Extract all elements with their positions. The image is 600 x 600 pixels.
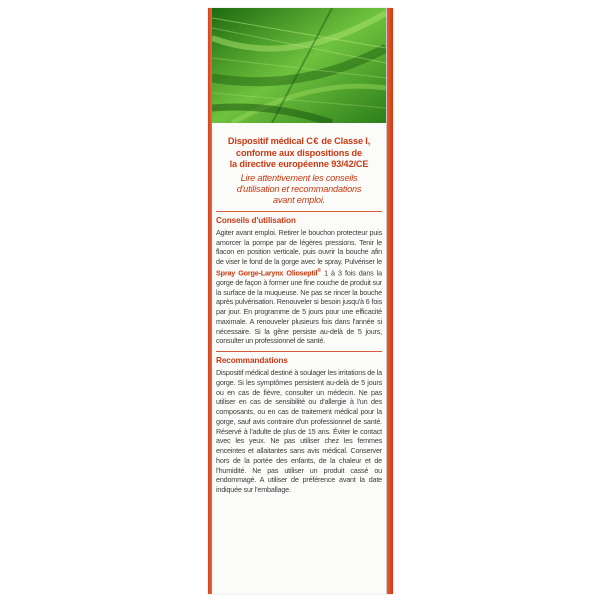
section-divider <box>216 211 382 212</box>
instructions-intro <box>216 173 382 206</box>
title-line1-end: de Classe I, <box>321 136 371 146</box>
box-right-edge <box>387 8 393 594</box>
section-title-conseils: Conseils d'utilisation <box>216 215 296 225</box>
ce-mark: C€ <box>306 136 319 146</box>
brand-name: Spray Gorge-Larynx Olioseptil <box>216 268 318 278</box>
intro-line1: Lire attentivement les conseils <box>240 172 358 183</box>
conseils-text <box>216 228 382 346</box>
conseils-text-part2: 1 à 3 fois dans la gorge de façon à former une fine couche de produit sur la surface de la muqueuse. Ne pas se rincer la bouche après pulvérisation. Renouveler si besoin jusqu'à 6 fois par jour. En programme de 5 jours pour une efficacité maximale. A renouveler plusieurs fois dans l'année si nécessaire. Si la gêne persiste au-delà de 5 jours, consulter un professionnel de santé. <box>216 268 382 346</box>
intro-line3: avant emploi. <box>272 194 326 205</box>
title-line3: la directive européenne 93/42/CE <box>229 159 369 170</box>
section-title-recommandations: Recommandations <box>216 356 288 366</box>
conseils-text-part1: Agiter avant emploi. Retirer le bouchon protecteur puis amorcer la pompe par de légères pressions. Tenir le flacon en position verticale, puis ouvrir la bouche afin de viser le fond de la gorge avec le spray. Pulvériser le <box>216 227 382 267</box>
title-line2: conforme aux dispositions de <box>236 147 362 158</box>
box-text-content <box>216 136 382 495</box>
recommandations-text: Dispositif médical destiné à soulager les irritations de la gorge. Si les symptômes persistent au-delà de 5 jours ou en cas de fièvre, consulter un médecin. Ne pas utiliser en cas de sensibilité ou d'allergie à l'un des composants, ou en cas de traitement médical pour la gorge, sauf avis contraire d'un professionnel de santé. Réservé à l'adulte de plus de 15 ans. Éviter le contact avec les yeux. Ne pas utiliser chez les femmes enceintes et allaitantes sans avis médical. Conserver hors de la portée des enfants, de la chaleur et de l'humidité. Ne pas utiliser un produit cassé ou endommagé. A utiliser de préférence avant la date indiquée sur l'emballage. <box>216 368 382 495</box>
section-divider <box>216 351 382 352</box>
box-fold-line <box>386 8 387 594</box>
leaf-veins-graphic <box>212 8 386 123</box>
regulatory-title <box>216 136 382 171</box>
title-line1: Dispositif médical <box>227 136 304 146</box>
intro-line2: d'utilisation et recommandations <box>236 183 362 194</box>
registered-mark: ® <box>317 267 321 274</box>
product-box-side <box>208 8 393 594</box>
green-leaf-image <box>212 8 386 123</box>
